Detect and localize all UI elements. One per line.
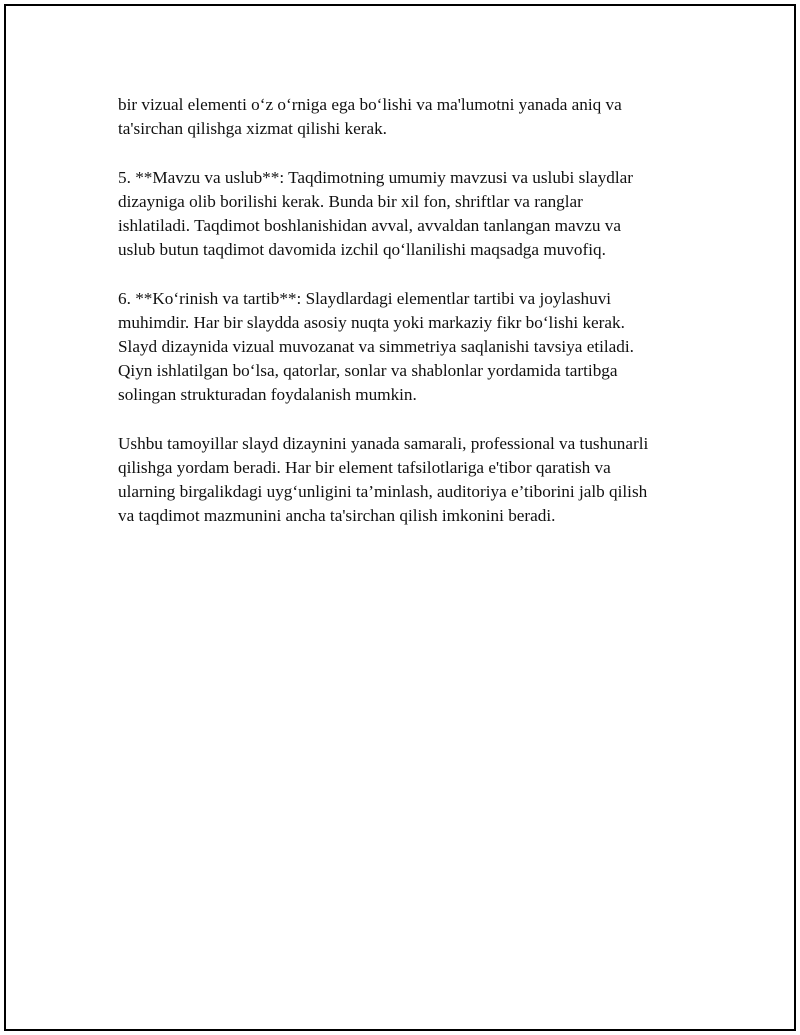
text-line: uslub butun taqdimot davomida izchil qo‘llanilishi maqsadga muvofiq. <box>118 240 606 260</box>
text-line: 6. **Ko‘rinish va tartib**: Slaydlardagi elementlar tartibi va joylashuvi <box>118 288 612 308</box>
document-body <box>118 93 708 553</box>
text-line: muhimdir. Har bir slaydda asosiy nuqta yoki markaziy fikr bo‘lishi kerak. <box>118 312 625 332</box>
text-line: Slayd dizaynida vizual muvozanat va simmetriya saqlanishi tavsiya etiladi. <box>118 337 634 356</box>
text-line: ishlatiladi. Taqdimot boshlanishidan avval, avvaldan tanlangan mavzu va <box>118 216 621 235</box>
text-line: dizayniga olib borilishi kerak. Bunda bir xil fon, shriftlar va ranglar <box>118 191 583 211</box>
text-line: Qiyn ishlatilgan bo‘lsa, qatorlar, sonlar va shablonlar yordamida tartibga <box>118 361 618 381</box>
text-line: va taqdimot mazmunini ancha ta'sirchan qilish imkonini beradi. <box>118 506 556 526</box>
text-line: solingan strukturadan foydalanish mumkin. <box>118 385 417 405</box>
paragraph-layout-and-order <box>118 287 708 408</box>
text-line: 5. **Mavzu va uslub**: Taqdimotning umumiy mavzusi va uslubi slaydlar <box>118 167 634 187</box>
text-line: ta'sirchan qilishga xizmat qilishi kerak. <box>118 119 387 139</box>
paragraph-continuation <box>118 93 708 141</box>
text-line: ularning birgalikdagi uyg‘unligini ta’minlash, auditoriya e’tiborini jalb qilish <box>118 482 648 502</box>
paragraph-theme-and-style <box>118 166 708 263</box>
text-line: bir vizual elementi o‘z o‘rniga ega bo‘lishi va ma'lumotni yanada aniq va <box>118 95 622 114</box>
text-line: Ushbu tamoyillar slayd dizaynini yanada samarali, professional va tushunarli <box>118 433 649 453</box>
paragraph-conclusion <box>118 432 708 529</box>
text-line: qilishga yordam beradi. Har bir element tafsilotlariga e'tibor qaratish va <box>118 458 611 477</box>
